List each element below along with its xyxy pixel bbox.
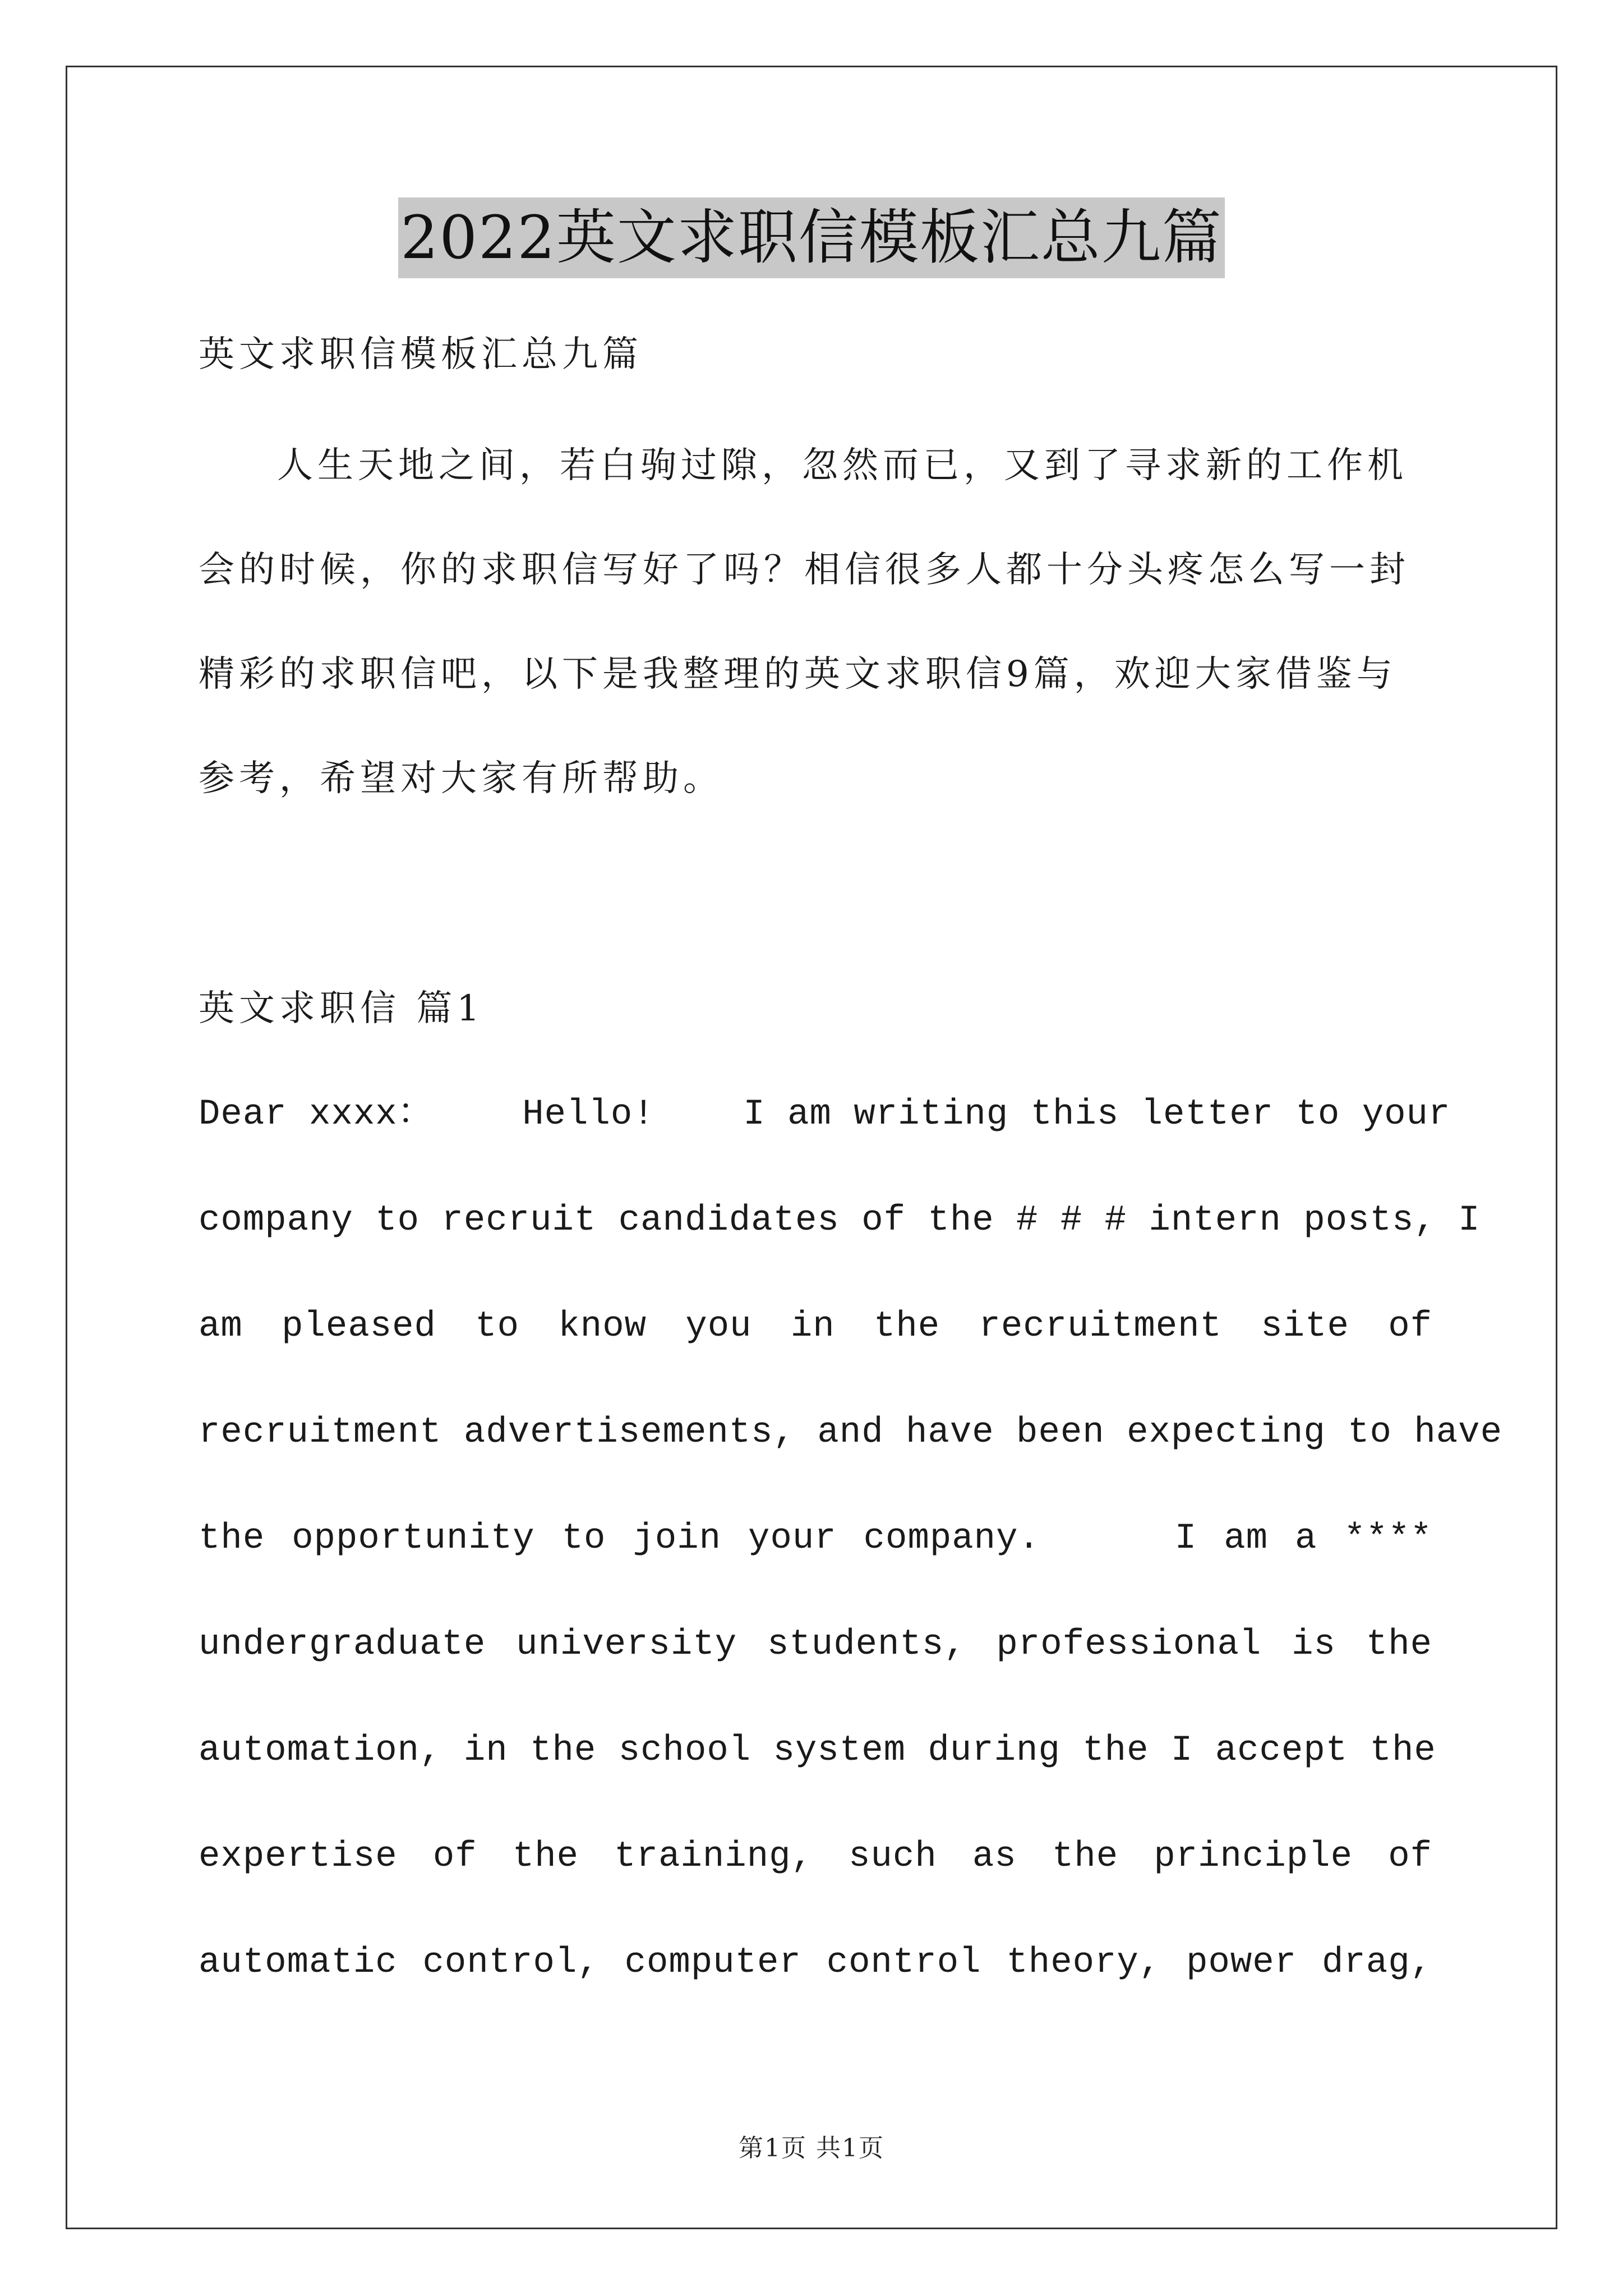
letter-line: Dear xxxx： Hello! I am writing this letter to your <box>199 1094 1451 1135</box>
letter-line: automation, in the school system during the I accept the <box>199 1731 1436 1771</box>
letter-line: expertise of the training, such as the principle of <box>199 1837 1432 1877</box>
intro-line: 参考，希望对大家有所帮助。 <box>199 758 723 799</box>
letter-line: the opportunity to join your company. I am a **** <box>199 1519 1432 1559</box>
letter-line: recruitment advertisements, and have been expecting to have <box>199 1412 1502 1453</box>
page-footer: 第1页 共1页 <box>739 2134 884 2162</box>
letter-line: company to recruit candidates of the # # # intern posts, I <box>199 1200 1481 1241</box>
letter-line: undergraduate university students, professional is the <box>199 1625 1432 1665</box>
intro-line: 精彩的求职信吧，以下是我整理的英文求职信9篇，欢迎大家借鉴与 <box>199 654 1397 695</box>
letter-line: automatic control, computer control theory, power drag, <box>199 1943 1432 1983</box>
page-border <box>66 66 1557 2229</box>
document-subtitle: 英文求职信模板汇总九篇 <box>199 334 643 375</box>
title-container <box>0 197 1623 278</box>
intro-line: 会的时候，你的求职信写好了吗？相信很多人都十分头疼怎么写一封 <box>199 549 1410 591</box>
document-title: 2022英文求职信模板汇总九篇 <box>398 197 1225 278</box>
intro-line: 人生天地之间，若白驹过隙，忽然而已，又到了寻求新的工作机 <box>277 445 1408 486</box>
letter-line: am pleased to know you in the recruitment site of <box>199 1306 1432 1347</box>
section-heading: 英文求职信 篇1 <box>199 988 485 1029</box>
